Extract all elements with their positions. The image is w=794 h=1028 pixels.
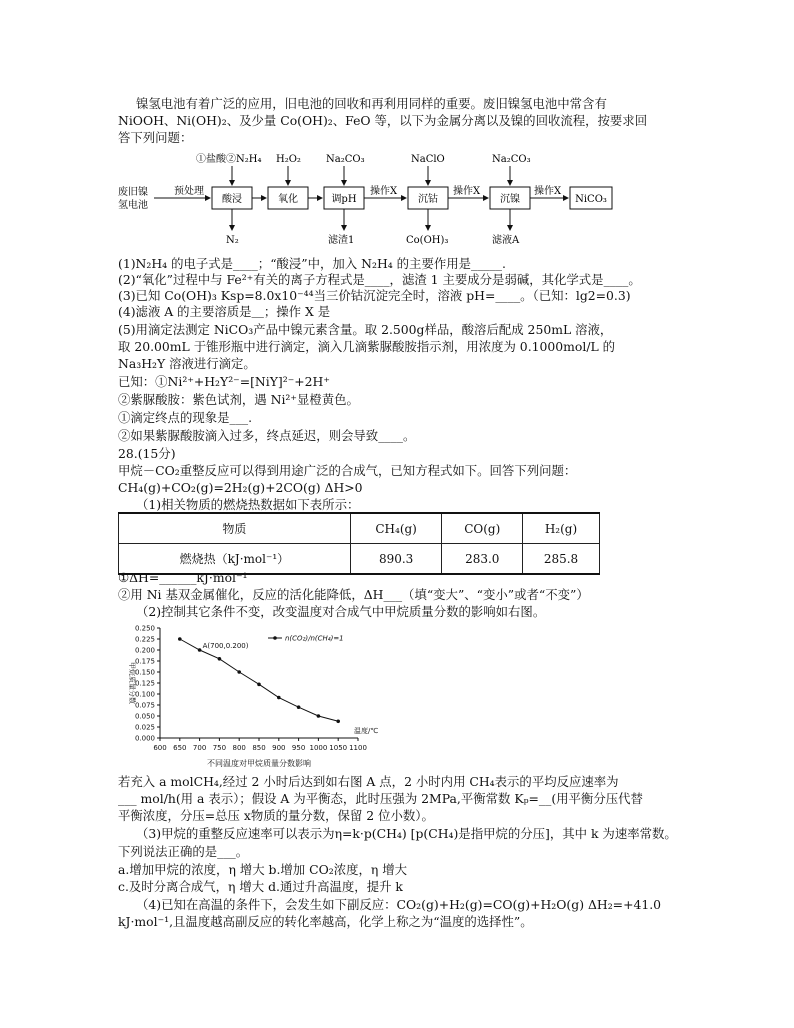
q28-intro: 甲烷－CO₂重整反应可以得到用途广泛的合成气，已知方程式如下。回答下列问题： [118,463,577,478]
flow-box-label: 调pH [331,194,357,205]
x-tick-label: 1050 [329,744,348,752]
chart-title: 不同温度对甲烷质量分数影响 [207,759,311,768]
combustion-heat-table [118,512,600,575]
q28-part3-question: 下列说法正确的是___。 [118,844,249,859]
series-line [180,639,338,721]
y-tick-label: 0.200 [134,646,155,655]
q28-header: 28.(15分) [118,446,176,461]
y-tick-label: 0.000 [134,734,155,743]
table-row-label: 燃烧热（kJ·mol⁻¹） [119,544,351,575]
q28-part1: （1)相关物质的燃烧热数据如下表所示： [136,497,360,512]
flow-reagent-1: ①盐酸②N₂H₄ [196,154,262,165]
q27-part2: (2)“氧化”过程中与 Fe²⁺有关的离子方程式是____，滤渣 1 主要成分是弱碱，其化学式是____。 [118,272,641,287]
q28-sub-2: ②用 Ni 基双金属催化，反应的活化能降低，ΔH___（填“变大”、“变小”或者“不变”） [118,587,589,602]
flow-box-cobalt [408,187,448,209]
q27-sub-2: ②如果紫脲酸胺滴入过多，终点延迟，则会导致____。 [118,428,416,443]
table-cell: 283.0 [442,544,523,575]
table-header-cell: CO(g) [442,513,523,544]
flow-product-2: 滤渣1 [328,235,355,246]
x-tick-label: 600 [153,744,167,752]
data-point [178,637,182,641]
flow-reagent-4: NaClO [411,154,445,165]
flow-box-label: 氧化 [278,194,298,205]
chart-axes [128,625,378,769]
q28-equation: CH₄(g)+CO₂(g)=2H₂(g)+2CO(g) ΔH>0 [118,480,363,495]
y-tick-label: 0.225 [134,635,155,644]
q27-sub-1: ①滴定终点的现象是___. [118,410,253,425]
q27-part1: (1)N₂H₄ 的电子式是____；“酸浸”中，加入 N₂H₄ 的主要作用是_____. [118,256,506,271]
data-point [336,719,340,723]
flow-box-label: 沉钴 [418,194,438,205]
flow-box-adjust-ph [324,187,364,209]
data-point [297,705,301,709]
intro-line-1: 镍氢电池有着广泛的应用，旧电池的回收和再利用同样的重要。废旧镍氢电池中常含有 [136,96,607,111]
flow-box-acid-leach [212,187,252,209]
flow-box-label: 沉镍 [500,194,520,205]
data-point [218,657,222,661]
data-point [198,648,202,652]
flow-reagent-5: Na₂CO₃ [492,154,531,165]
y-tick-label: 0.075 [134,701,155,710]
flow-box-product [570,187,612,209]
flow-box-oxidize [268,187,308,209]
q28-part2: （2)控制其它条件不变，改变温度对合成气中甲烷质量分数的影响如右图。 [136,604,546,619]
q28-after-2: ___ mol/h(用 a 表示）；假设 A 为平衡态，此时压强为 2MPa,平衡常数 Kₚ=__(用平衡分压代替 [118,791,643,806]
q27-part3: (3)已知 Co(OH)₃ Ksp=8.0x10⁻⁴⁴当三价钴沉淀完全时，溶液 pH=____。（已知：lg2=0.3) [118,288,631,303]
flow-source-1: 废旧镍 [118,187,148,198]
y-tick-label: 0.250 [134,624,155,633]
flow-box-nickel [490,187,530,209]
table-header-cell: 物质 [119,513,351,544]
y-tick-label: 0.150 [134,668,155,677]
q27-part4 [118,304,330,320]
y-tick-label: 0.050 [134,712,155,721]
flow-reagent-2: H₂O₂ [276,154,301,165]
chart-marks [178,635,344,724]
table-header-row [119,513,600,544]
flow-product-3: Co(OH)₃ [406,235,449,246]
q28-part3: （3)甲烷的重整反应速率可以表示为η=k·p(CH₄) [p(CH₄)是指甲烷的分压]，其中 k 为速率常数。 [136,826,677,841]
q28-options-ab: a.增加甲烷的浓度，η 增大 b.增加 CO₂浓度，η 增大 [118,862,408,877]
q28-sub-1: ①ΔH=______kJ·mol⁻¹ [118,570,248,585]
process-flow-diagram [118,150,638,250]
flow-product-4: 滤液A [492,235,520,246]
table-header-cell: CH₄(g) [350,513,442,544]
x-tick-label: 1000 [309,744,328,752]
x-tick-label: 900 [272,744,286,752]
q28-options-cd: c.及时分离合成气，η 增大 d.通过升高温度，提升 k [118,879,403,894]
table-cell: 890.3 [350,544,442,575]
legend-marker [273,636,277,640]
intro-line-2: NiOOH、Ni(OH)₂、及少量 Co(OH)₂、FeO 等，以下为金属分离以及镍的回收流程，按要求回 [118,113,648,128]
flow-op-2: 操作X [453,186,481,197]
data-point [317,714,321,718]
y-tick-label: 0.025 [134,723,155,732]
point-a-annotation: A(700,0.200) [202,642,249,650]
x-tick-label: 850 [252,744,266,752]
x-tick-label: 800 [232,744,246,752]
table-cell: 285.8 [523,544,600,575]
flow-box-label: NiCO₃ [575,194,607,205]
q28-after-3: 平衡浓度，分压=总压 x物质的量分数，保留 2 位小数）。 [118,808,434,823]
q28-part4-b: kJ·mol⁻¹,且温度越高副反应的转化率越高，化学上称之为“温度的选择性”。 [118,914,533,929]
q28-part4-a: （4)已知在高温的条件下，会发生如下副反应：CO₂(g)+H₂(g)=CO(g)+H₂O(g) ΔH₂=+41.0 [136,897,662,912]
y-axis-label: 甲烷质量分数 [128,662,136,704]
flow-source-2: 氢电池 [118,200,148,211]
y-tick-label: 0.175 [134,657,155,666]
q27-part5-b: 取 20.00mL 于锥形瓶中进行滴定，滴入几滴紫脲酸胺指示剂，用浓度为 0.1000mol/L 的 [118,339,616,354]
flow-op-1: 操作X [370,186,398,197]
methane-fraction-chart [118,620,408,770]
table-header-cell: H₂(g) [523,513,600,544]
x-tick-label: 950 [291,744,306,752]
data-point [237,670,241,674]
q27-known-1: 已知：①Ni²⁺+H₂Y²⁻=[NiY]²⁻+2H⁺ [118,374,330,389]
flow-op-3: 操作X [534,186,562,197]
data-point [277,696,281,700]
x-tick-label: 700 [192,744,207,752]
q27-part4-text: (4)滤液 A 的主要溶质是＿；操作 X 是 [118,304,331,319]
y-tick-label: 0.100 [134,690,155,699]
x-tick-label: 650 [173,744,187,752]
q27-known-2: ②紫脲酸胺：紫色试剂，遇 Ni²⁺显橙黄色。 [118,392,359,407]
flow-box-label: 酸浸 [222,194,242,205]
q28-after-1: 若充入 a molCH₄,经过 2 小时后达到如右图 A 点，2 小时内用 CH₄表示的平均反应速率为 [118,774,619,789]
intro-line-3: 答下列问题： [118,130,193,145]
flow-reagent-3: Na₂CO₃ [326,154,365,165]
x-tick-label: 750 [212,744,227,752]
q27-part5-c: Na₃H₂Y 溶液进行滴定。 [118,356,256,371]
flow-product-1: N₂ [226,235,239,246]
y-tick-label: 0.125 [134,679,155,688]
q27-part5-a: (5)用滴定法测定 NiCO₃产品中镍元素含量。取 2.500g样品，酸溶后配成 250mL 溶液， [118,322,613,337]
legend-label: n(CO₂)/n(CH₄)=1 [285,634,344,643]
data-point [257,683,261,687]
x-axis-label: 温度/℃ [354,727,379,735]
x-tick-label: 1100 [349,744,367,752]
flow-pretreat: 预处理 [174,186,204,197]
